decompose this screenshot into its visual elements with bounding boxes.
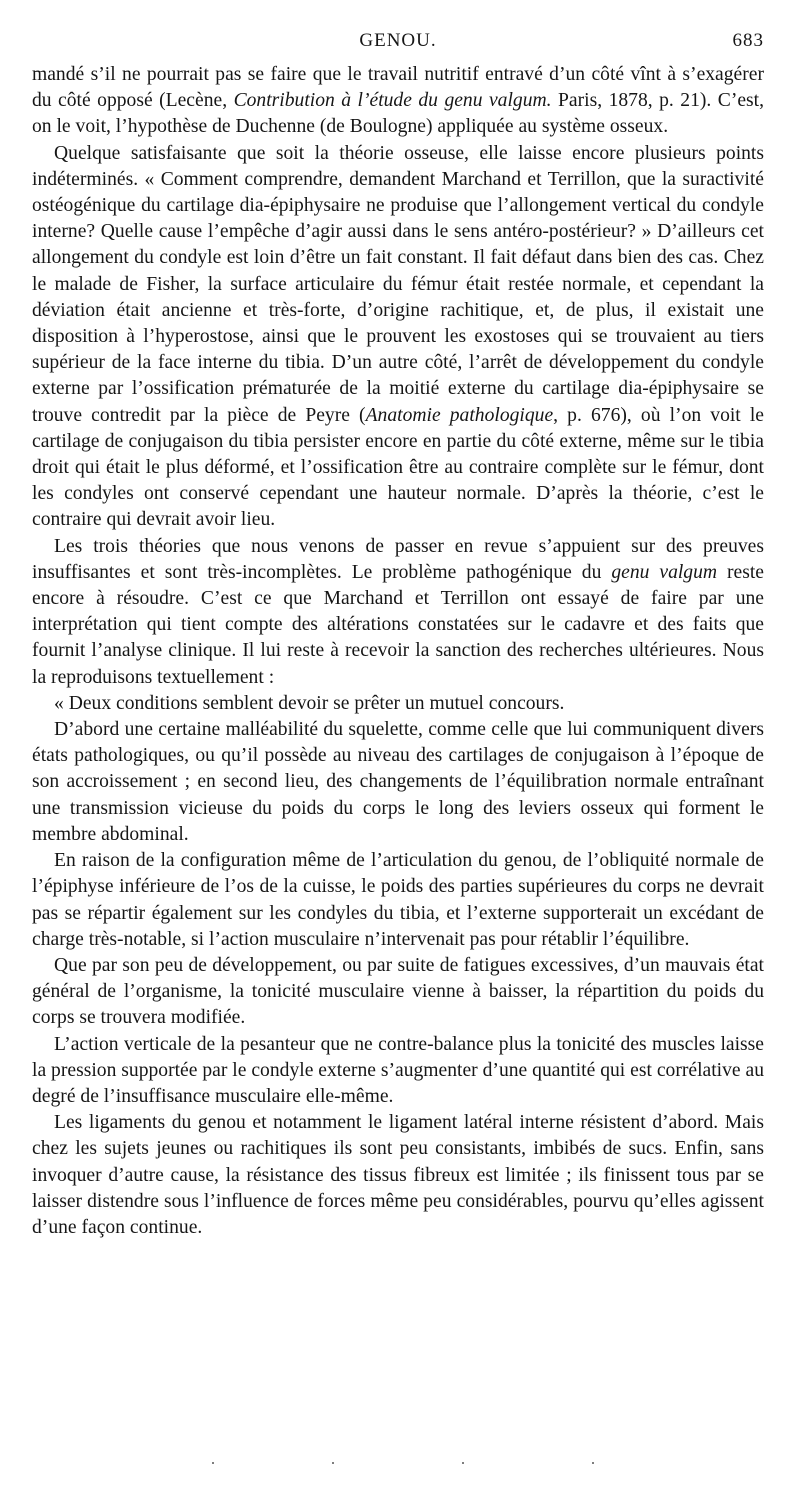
footer-specks [32, 1462, 764, 1468]
text-run: L’action verticale de la pesanteur que ne contre-balance plus la tonicité des muscles laisse la pression supportée par le condyle externe s’augmenter d’une quantité qui est corrélative au degré de l’insuffisance musculaire elle-même. [32, 1033, 764, 1107]
italic-run: Anatomie pathologique [365, 404, 554, 426]
text-run: En raison de la configuration même de l’articulation du genou, de l’obliquité normale de l’épiphyse inférieure de l’os de la cuisse, le poids des parties supérieures du corps ne devrait pas se répartir également sur les condyles du tibia, et l’externe supporterait un excédant de charge très-notable, si l’action musculaire n’intervenait pas pour rétablir l’équilibre. [32, 850, 764, 950]
text-run: Les trois théories que nous venons de passer en revue s’appuient sur des preuves insuffisantes et sont très-incomplètes. Le problème pathogénique du [32, 535, 764, 583]
speck [212, 1462, 214, 1464]
paragraph [32, 534, 764, 691]
paragraph [32, 691, 764, 717]
page-number: 683 [732, 30, 764, 51]
running-head [32, 0, 764, 51]
paragraph [32, 1110, 764, 1241]
text-run: mandé s’il ne pourrait pas se faire que le travail nutritif entravé d’un côté vînt à s’exagérer du côté opposé (Lecène, [32, 64, 764, 112]
text-run: Que par son peu de développement, ou par suite de fatigues excessives, d’un mauvais état général de l’organisme, la tonicité musculaire vienne à baisser, la répartition du poids du corps se trouvera modifiée. [32, 954, 764, 1029]
text-run: Les ligaments du genou et notamment le ligament latéral interne résistent d’abord. Mais chez les sujets jeunes ou rachitiques ils sont peu consistants, imbibés de sucs. Enfin, sans invoquer d’autre cause, la résistance des tissus fibreux est limitée ; ils finissent tous par se laisser distendre sous l’influence de forces même peu considérables, pourvu qu’elles agissent d’une façon continue. [32, 1112, 764, 1238]
text-run: reste encore à résoudre. C’est ce que Marchand et Terrillon ont essayé de faire par une interprétation qui tient compte des altérations constatées sur le cadavre et des faits que fournit l’analyse clinique. Il lui reste à recevoir la sanction des recherches ultérieures. Nous la reproduisons textuellement : [32, 561, 765, 688]
body-text [32, 62, 764, 1241]
running-title: GENOU. [359, 30, 437, 51]
speck [332, 1462, 334, 1464]
paragraph [32, 141, 764, 534]
text-run: « Deux conditions semblent devoir se prêter un mutuel concours. [54, 692, 565, 714]
paragraph [32, 848, 764, 953]
paragraph [32, 62, 764, 141]
text-run: Paris, 1878, p. 21). C’est, on le voit, l’hypothèse de Duchenne (de Boulogne) appliquée au système osseux. [32, 90, 765, 138]
text-run: , p. 676), où l’on voit le cartilage de conjugaison du tibia persister encore en partie du côté externe, même sur le tibia droit qui était le plus déformé, et l’ossification être au contraire complète sur le fémur, dont les condyles ont conservé cependant une hauteur normale. D’après la théorie, c’est le contraire qui devrait avoir lieu. [32, 404, 764, 531]
paragraph [32, 1032, 764, 1111]
italic-run: Contribution à l’étude du genu valgum. [233, 90, 552, 112]
speck [462, 1462, 464, 1464]
text-run: Quelque satisfaisante que soit la théorie osseuse, elle laisse encore plusieurs points indéterminés. « Comment comprendre, demandent Marchand et Terrillon, que la suractivité ostéogénique du cartilage dia-épiphysaire ne produise que l’allongement vertical du condyle interne? Quelle cause l’empêche d’agir aussi dans le sens antéro-postérieur? » D’ailleurs cet allongement du condyle est loin d’être un fait constant. Il fait défaut dans bien des cas. Chez le malade de Fisher, la surface articulaire du fémur était restée normale, et cependant la déviation était ancienne et très-forte, d’origine rachitique, et, de plus, il existait une disposition à l’hyperostose, ainsi que le prouvent les exostoses qui se trouvaient au tiers supérieur de la face interne du tibia. D’un autre côté, l’arrêt de développement du condyle externe par l’ossification prématurée de la moitié externe du cartilage dia-épiphysaire se trouve contredit par la pièce de Peyre ( [32, 142, 764, 426]
paragraph [32, 717, 764, 848]
text-run: D’abord une certaine malléabilité du squelette, comme celle que lui communiquent divers états pathologiques, ou qu’il possède au niveau des cartilages de conjugaison à l’époque de son accroissement ; en second lieu, des changements de l’équilibration normale entraînant une transmission vicieuse du poids du corps le long des leviers osseux qui forment le membre abdominal. [32, 719, 764, 845]
book-page [32, 0, 764, 1500]
speck [592, 1462, 594, 1464]
italic-run: genu valgum [611, 561, 718, 583]
paragraph [32, 953, 764, 1032]
